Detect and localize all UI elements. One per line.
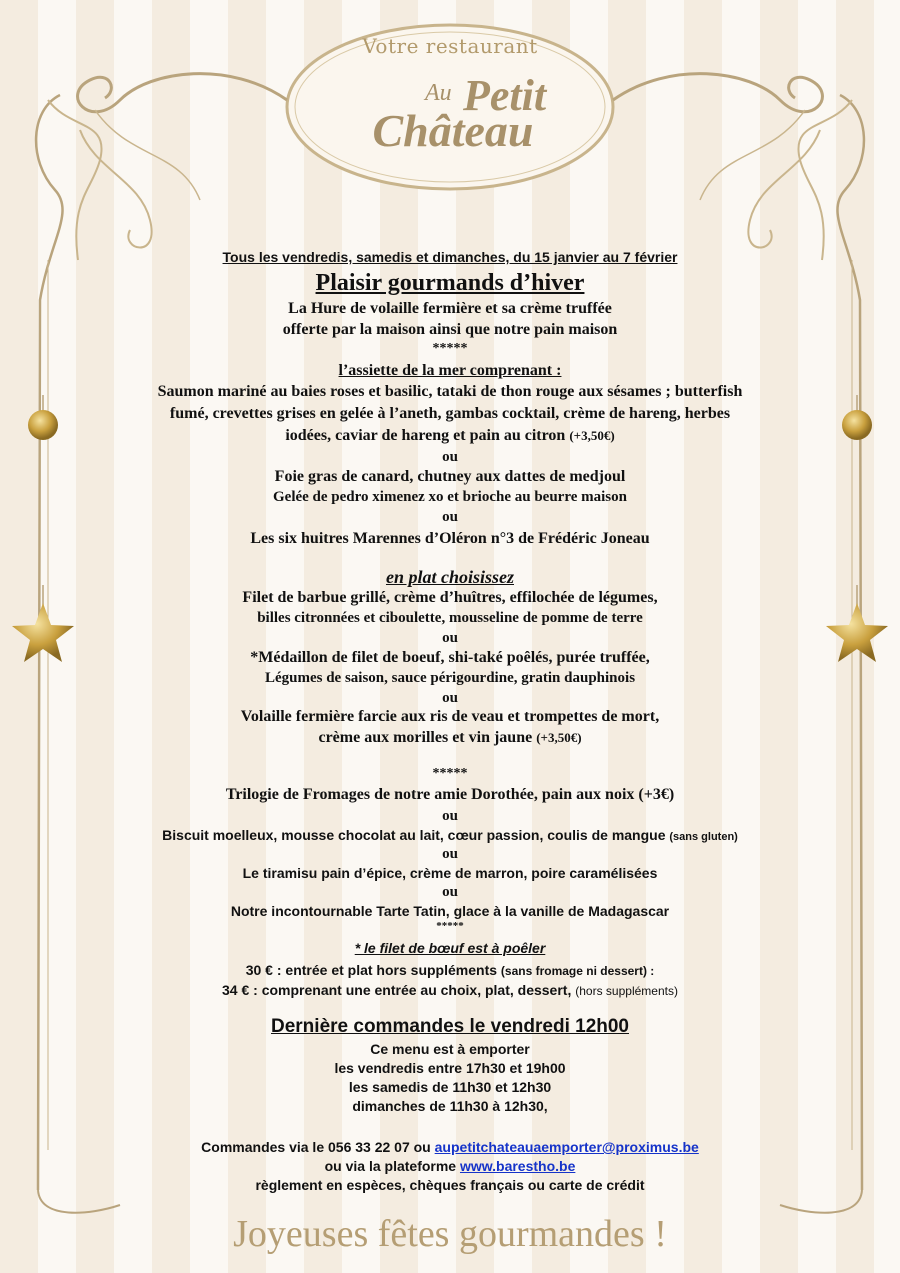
main-3-supplement: (+3,50€) — [536, 730, 582, 745]
price-2 — [0, 982, 900, 998]
menu-title: Plaisir gourmands d’hiver — [315, 270, 585, 296]
logo-tagline: Votre restaurant — [362, 34, 538, 58]
beef-note: * le filet de bœuf est à poêler — [354, 940, 546, 956]
footer-greeting: Joyeuses fêtes gourmandes ! — [233, 1213, 667, 1255]
mains-heading: en plat choisissez — [385, 567, 514, 587]
payment-methods: règlement en espèces, chèques français ou carte de crédit — [255, 1177, 645, 1193]
starter-1-line-2: fumé, crevettes grises en gelée à l’aneth, gambas cocktail, crème de hareng, herbes — [169, 405, 731, 422]
takeaway-line-4: dimanches de 11h30 à 12h30, — [352, 1098, 548, 1114]
or-label: ou — [442, 690, 458, 706]
logo-petit: Petit — [463, 71, 547, 120]
separator: ***** — [432, 766, 468, 781]
starter-1-line-3 — [0, 427, 900, 445]
dessert-4: Notre incontournable Tarte Tatin, glace à la vanille de Madagascar — [230, 903, 670, 919]
or-label: ou — [442, 449, 458, 465]
starters-heading: l’assiette de la mer comprenant : — [338, 362, 562, 379]
menu-dates: Tous les vendredis, samedis et dimanches, du 15 janvier au 7 février — [222, 249, 678, 265]
or-label: ou — [442, 808, 458, 824]
dessert-2-text: Biscuit moelleux, mousse chocolat au lait, cœur passion, coulis de mangue — [162, 827, 666, 843]
or-label: ou — [442, 509, 458, 525]
restaurant-logo — [285, 22, 615, 192]
contact-phone: Commandes via le 056 33 22 07 ou — [201, 1139, 431, 1155]
dessert-1: Trilogie de Fromages de notre amie Dorothée, pain aux noix (+3€) — [225, 786, 675, 803]
dessert-2 — [0, 827, 900, 843]
dessert-2-note: (sans gluten) — [669, 831, 738, 843]
dessert-3: Le tiramisu pain d’épice, crème de marron, poire caramélisées — [242, 865, 658, 881]
or-label: ou — [442, 630, 458, 646]
logo-chateau: Château — [372, 105, 534, 156]
price-2-note: (hors suppléments) — [575, 984, 678, 998]
contact-phone-line — [0, 1139, 900, 1155]
takeaway-line-1: Ce menu est à emporter — [370, 1041, 530, 1057]
main-3-line-2-text: crème aux morilles et vin jaune — [318, 729, 533, 746]
order-deadline: Dernière commandes le vendredi 12h00 — [271, 1016, 629, 1037]
price-1-note: (sans fromage ni dessert) : — [500, 964, 655, 978]
main-2-line-1: *Médaillon de filet de boeuf, shi-také poêlés, purée truffée, — [250, 649, 650, 666]
intro-line-1: La Hure de volaille fermière et sa crème truffée — [288, 300, 612, 317]
contact-platform-prefix: ou via la plateforme — [324, 1158, 457, 1174]
starter-1-line-3-text: iodées, caviar de hareng et pain au citron — [285, 427, 566, 444]
starter-1-supplement: (+3,50€) — [569, 428, 615, 443]
separator: ***** — [432, 341, 468, 356]
price-2-text: 34 € : comprenant une entrée au choix, plat, dessert, — [222, 982, 572, 998]
starter-2-line-2: Gelée de pedro ximenez xo et brioche au beurre maison — [273, 489, 627, 505]
price-1 — [0, 962, 900, 978]
starter-2-line-1: Foie gras de canard, chutney aux dattes de medjoul — [274, 468, 626, 485]
takeaway-line-3: les samedis de 11h30 et 12h30 — [348, 1079, 552, 1095]
contact-platform-line — [0, 1158, 900, 1174]
starter-1-line-1: Saumon mariné au baies roses et basilic, tataki de thon rouge aux sésames ; butterfish — [157, 383, 743, 400]
main-3-line-1: Volaille fermière farcie aux ris de veau et trompettes de mort, — [240, 708, 660, 725]
main-1-line-1: Filet de barbue grillé, crème d’huîtres, effilochée de légumes, — [242, 589, 658, 606]
takeaway-line-2: les vendredis entre 17h30 et 19h00 — [334, 1060, 566, 1076]
starter-3: Les six huitres Marennes d’Oléron n°3 de Frédéric Joneau — [250, 530, 650, 547]
main-3-line-2 — [0, 729, 900, 747]
logo-au: Au — [425, 80, 452, 106]
contact-email-link[interactable]: aupetitchateauaemporter@proximus.be — [434, 1139, 699, 1155]
main-1-line-2: billes citronnées et ciboulette, mousseline de pomme de terre — [257, 610, 643, 626]
intro-line-2: offerte par la maison ainsi que notre pain maison — [282, 321, 618, 338]
separator: ***** — [436, 920, 464, 932]
or-label: ou — [442, 884, 458, 900]
platform-link[interactable]: www.barestho.be — [459, 1158, 576, 1174]
price-1-text: 30 € : entrée et plat hors suppléments — [245, 962, 498, 978]
or-label: ou — [442, 846, 458, 862]
main-2-line-2: Légumes de saison, sauce périgourdine, gratin dauphinois — [264, 670, 636, 686]
